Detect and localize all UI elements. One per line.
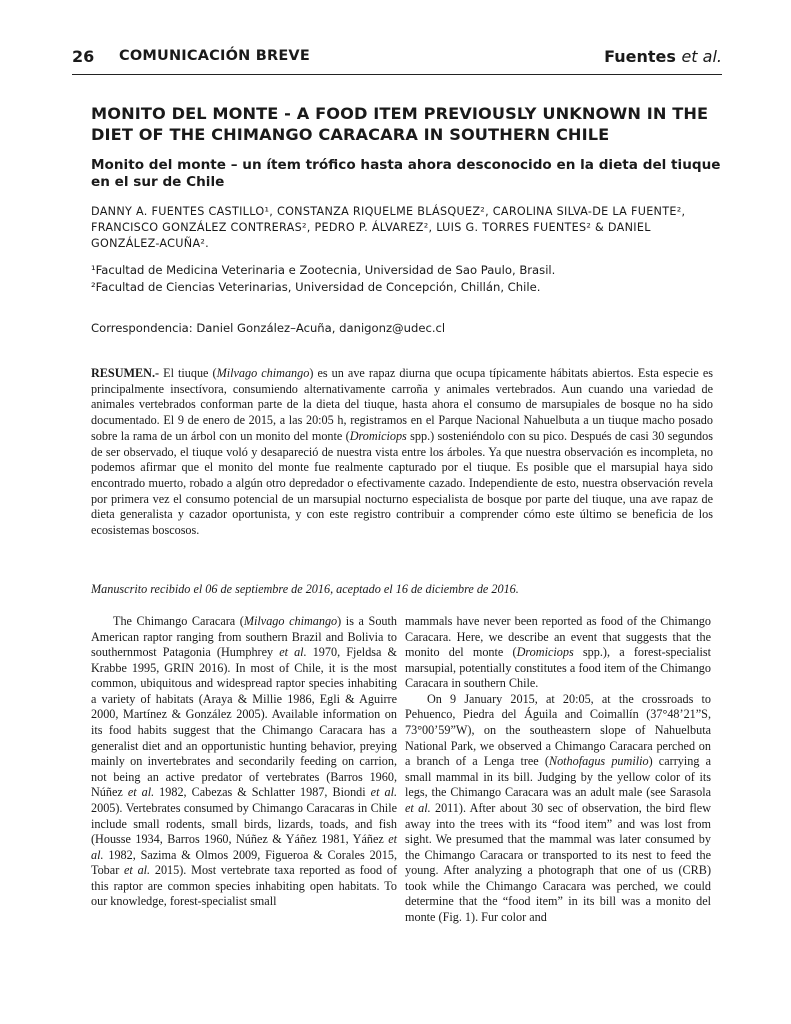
text: 2015). Most vertebrate taxa reported as food of this raptor are common species inhabiting open habitats. To our knowledge, forest-specialist small — [91, 863, 397, 909]
paragraph — [405, 692, 711, 926]
italic-text: Milvago chimango — [243, 614, 338, 628]
italic-text: et al. — [91, 832, 397, 862]
affiliation-1: ¹Facultad de Medicina Veterinaria e Zootecnia, Universidad de Sao Paulo, Brasil. — [91, 263, 556, 277]
italic-text: et al. — [405, 800, 431, 815]
paragraph — [405, 614, 711, 692]
body-column-left — [91, 614, 397, 910]
text: spp.), a forest-specialist marsupial, potentially constitutes a food item of the Chimango Caracara in southern Chile. — [405, 645, 711, 691]
affiliations — [91, 262, 711, 296]
abstract-species: Dromiciops — [349, 428, 407, 443]
text: ) is a South American raptor ranging from southern Brazil and Bolivia to southernmost Patagonia (Humphrey — [91, 614, 397, 660]
italic-text: Dromiciops — [516, 645, 574, 660]
italic-text: et al. — [124, 863, 151, 878]
page-number: 26 — [72, 47, 95, 66]
italic-text: et al. — [370, 785, 398, 800]
text: 1982, Cabezas & Schlatter 1987, Biondi — [154, 785, 371, 800]
abstract-text: El tiuque ( — [159, 366, 217, 380]
page-header — [72, 47, 722, 73]
abstract-text: spp.) sosteniéndolo con su pico. Después de casi 30 segundos de ser observado, el tiuque voló y desapareció de nuestra vista entre los árboles. Ya que nuestra observación es incompleta, no podemos afirmar que el monito del monte fue realmente capturado por el tiuque. Es posible que el marsupial haya sido encontrado muerto, robado a algún otro depredador o efectivamente cazado. Independiente de esto, nuestra observación revela por primera vez el consumo potencial de un marsupial nocturno especialista de bosque por parte del tiuque, una ave rapaz de dieta generalista y cazador oportunista, y con este registro contribuir a comprender cómo este último se beneficia de los ecosistemas boscosos. — [91, 428, 713, 538]
text: ) carrying a small mammal in its bill. Judging by the yellow color of its legs, the Chimango Caracara was an adult male (see Sarasola — [405, 754, 711, 800]
text: mammals have never been reported as food of the Chimango Caracara. Here, we describe an event that suggests that the monito del monte ( — [405, 614, 711, 660]
affiliation-2: ²Facultad de Ciencias Veterinarias, Universidad de Concepción, Chillán, Chile. — [91, 280, 541, 294]
italic-text: et al. — [127, 785, 155, 800]
abstract-text: ) es un ave rapaz diurna que ocupa típicamente hábitats abiertos. Esta especie es principalmente insectívora, consumiendo alternativamente carroña y animales vertebrados. Aun cuando una variedad de animales vertebrados conforman parte de la dieta del tiuque, hasta ahora el consumo de marsupiales de bosque no ha sido documentado. El 9 de enero de 2015, a las 20:05 h, registramos en el Parque Nacional Nahuelbuta a un tiuque macho posado sobre la rama de un árbol con un monito del monte ( — [91, 366, 713, 443]
italic-text: et al. — [279, 645, 307, 660]
section-label: COMUNICACIÓN BREVE — [119, 48, 310, 64]
text: 1970, Fjeldsa & Krabbe 1995, GRIN 2016). In most of Chile, it is the most common, ubiquitous and widespread raptor species inhabiting a variety of habitats (Araya & Millie 1986, Egli & Aguirre 2000, Martínez & González 2005). Available information on its food habits suggest that the Chimango Caracara has a generalist diet and an opportunistic hunting behavior, preying mainly on invertebrates and secondarily feeding on carrion, not being an active predator of vertebrates (Barros 1960, Núñez — [91, 645, 398, 800]
paragraph — [91, 614, 397, 910]
header-rule — [72, 74, 722, 75]
running-author-name: Fuentes — [604, 47, 676, 66]
text: On 9 January 2015, at 20:05, at the crossroads to Pehuenco, Piedra del Águila and Coimallín (37°48’21”S, 73°00’59”W), on the southeastern slope of Nahuelbuta National Park, we observed a Chimango Caracara perched on a branch of a Lenga tree ( — [405, 691, 711, 769]
text: 2011). After about 30 sec of observation, the bird flew away into the trees with its “food item” and was lost from sight. We presumed that the mammal was later consumed by the Chimango Caracara or transported to its nest to feed the young. After analyzing a photograph that one of us (CRB) took while the Chimango Caracara was perched, we could determine that the “food item” in its bill was a monito del monte (Fig. 1). Fur color and — [405, 800, 711, 924]
text: 2005). Vertebrates consumed by Chimango Caracaras in Chile include small rodents, small birds, lizards, toads, and fish (Housse 1934, Barros 1960, Núñez & Yáñez 1981, Yáñez — [91, 800, 397, 847]
abstract — [91, 366, 713, 539]
abstract-label: RESUMEN.- — [91, 366, 160, 380]
article-subtitle: Monito del monte – un ítem trófico hasta ahora desconocido en la dieta del tiuque en el sur de Chile — [91, 157, 721, 190]
author-list: DANNY A. FUENTES CASTILLO¹, CONSTANZA RIQUELME BLÁSQUEZ², CAROLINA SILVA-DE LA FUENTE², FRANCISCO GONZÁLEZ CONTRERAS², PEDRO P. ÁLVAREZ², LUIS G. TORRES FUENTES² & DANIEL GONZÁLEZ-ACUÑA². — [91, 205, 686, 250]
text: The Chimango Caracara ( — [113, 614, 244, 628]
italic-text: Nothofagus pumilio — [548, 754, 649, 769]
body-column-right — [405, 614, 711, 926]
abstract-species: Milvago chimango — [216, 366, 310, 380]
manuscript-dates: Manuscrito recibido el 06 de septiembre de 2016, aceptado el 16 de diciembre de 2016. — [91, 582, 519, 596]
running-author — [604, 47, 722, 66]
article-title: MONITO DEL MONTE - A FOOD ITEM PREVIOUSLY UNKNOWN IN THE DIET OF THE CHIMANGO CARACARA IN SOUTHERN CHILE — [91, 104, 709, 144]
correspondence: Correspondencia: Daniel González–Acuña, danigonz@udec.cl — [91, 321, 446, 335]
text: 1982, Sazima & Olmos 2009, Figueroa & Corales 2015, Tobar — [91, 847, 397, 878]
running-author-suffix: et al. — [681, 47, 722, 66]
